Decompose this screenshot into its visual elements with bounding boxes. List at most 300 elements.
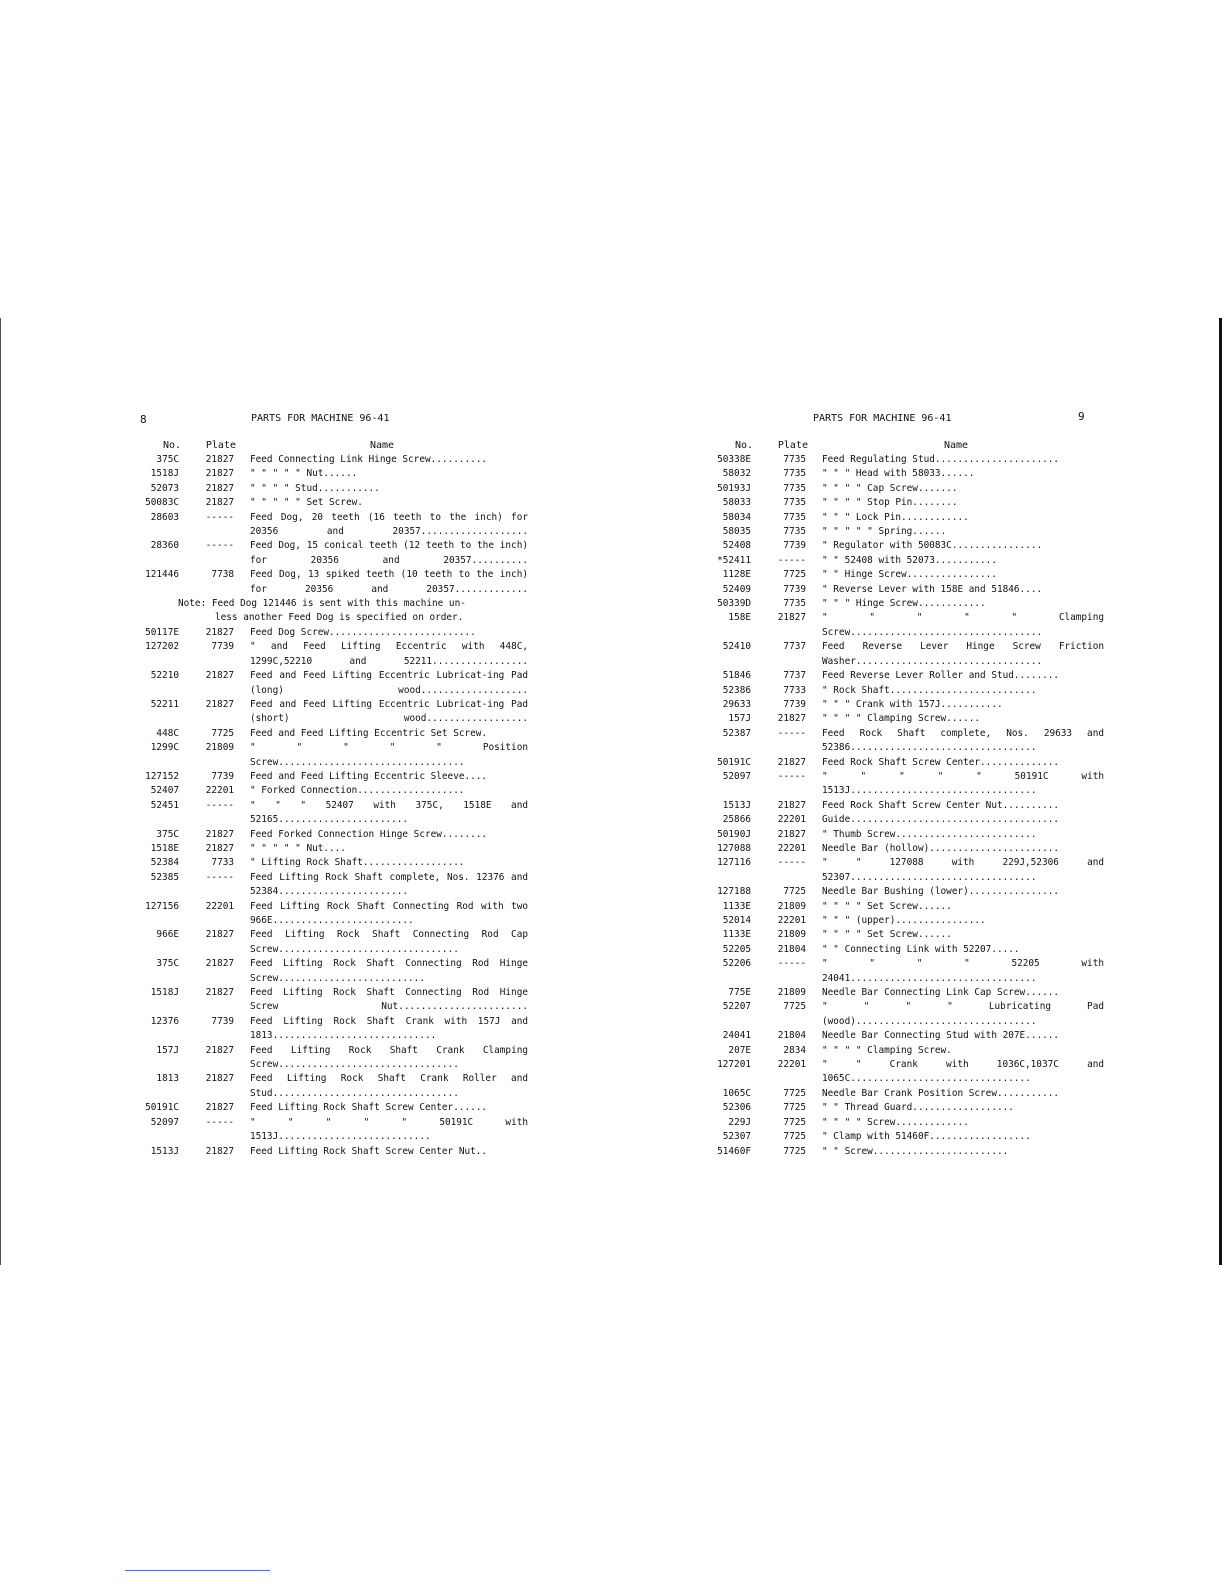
parts-row: [136, 900, 528, 929]
part-number: 52307: [722, 1131, 751, 1143]
plate-number: 21827: [777, 756, 806, 768]
part-name: Feed Dog, 15 conical teeth (12 teeth to the inch) for 20356 and 20357..........: [250, 540, 528, 566]
part-number: 127152: [145, 770, 179, 782]
part-name: " " " " 52205 with 24041.................................: [822, 958, 1104, 984]
parts-row: [708, 727, 1104, 756]
parts-row: [136, 1101, 528, 1115]
plate-number: 7735: [783, 468, 806, 480]
plate-number: 7735: [783, 511, 806, 523]
part-name: Feed Dog, 20 teeth (16 teeth to the inch) for 20356 and 20357...................: [250, 511, 528, 538]
part-name: " " " " " Set Screw.: [250, 497, 363, 509]
part-number: 52210: [150, 670, 179, 682]
part-name: Needle Bar Bushing (lower)................: [822, 886, 1060, 898]
part-number: 52451: [150, 799, 179, 811]
plate-number: 7725: [783, 569, 806, 581]
part-name: " " " " " Nut......: [250, 468, 358, 480]
running-head: [708, 410, 1104, 431]
column-headers: [708, 439, 1104, 453]
parts-row: [136, 669, 528, 698]
part-name: " Reverse Lever with 158E and 51846....: [822, 583, 1043, 595]
plate-number: -----: [777, 554, 806, 566]
plate-number: 21827: [205, 626, 234, 638]
part-name: " " " " Stop Pin........: [822, 497, 958, 509]
part-number: 12376: [150, 1015, 179, 1027]
plate-number: 21827: [205, 670, 234, 682]
plate-number: 2834: [783, 1044, 806, 1056]
plate-number: 7735: [783, 526, 806, 538]
plate-number: 21827: [205, 958, 234, 970]
part-name: Feed and Feed Lifting Eccentric Sleeve....: [250, 770, 488, 782]
plate-number: 22201: [205, 900, 234, 912]
plate-number: -----: [205, 1116, 234, 1128]
parts-row: [708, 1116, 1104, 1130]
part-number: 58033: [722, 497, 751, 509]
parts-row: [136, 770, 528, 784]
part-name: " and Feed Lifting Eccentric with 448C, 1299C,52210 and 52211.................: [250, 641, 528, 667]
part-number: 52205: [722, 943, 751, 955]
part-name: Feed and Feed Lifting Eccentric Lubricat-ing Pad (short) wood..................: [250, 698, 528, 725]
part-name: " " Crank with 1036C,1037C and 1065C................................: [822, 1059, 1104, 1085]
plate-number: 21827: [205, 1102, 234, 1114]
plate-number: -----: [777, 958, 806, 970]
part-number: 50191C: [717, 756, 751, 768]
part-name: " " " " " Clamping Screw..................................: [822, 612, 1104, 638]
part-number: 25866: [722, 814, 751, 826]
right-page: [708, 410, 1104, 1159]
part-name: Feed Lifting Rock Shaft Crank with 157J and 1813.............................: [250, 1015, 528, 1042]
parts-row: [708, 900, 1104, 914]
part-name: " " 127088 with 229J,52306 and 52307.................................: [822, 857, 1104, 883]
column-header-name: Name: [369, 440, 395, 451]
parts-row: [136, 626, 528, 640]
part-name: " " " Lock Pin............: [822, 511, 969, 523]
part-name: " " " " Set Screw......: [822, 929, 952, 941]
parts-row: [708, 1130, 1104, 1144]
part-name: Feed Lifting Rock Shaft Connecting Rod with two 966E.........................: [250, 900, 528, 926]
part-name: Needle Bar (hollow).......................: [822, 842, 1060, 854]
page-number: 8: [140, 413, 147, 426]
parts-row: [136, 1015, 528, 1044]
part-name: " " " " Clamping Screw......: [822, 713, 981, 725]
plate-number: 7739: [211, 641, 234, 653]
parts-row: [708, 1087, 1104, 1101]
parts-row: [136, 727, 528, 741]
part-name: Feed Reverse Lever Hinge Screw Friction Washer.................................: [822, 641, 1104, 667]
page-edge-left: [0, 318, 1, 1265]
column-header-no: No.: [162, 440, 181, 451]
parts-row: [708, 611, 1104, 640]
parts-row: [708, 539, 1104, 553]
part-name: Guide.....................................: [822, 814, 1060, 826]
parts-row: [136, 1044, 528, 1073]
parts-row: [708, 885, 1104, 899]
parts-row: [136, 957, 528, 986]
part-name: Feed Lifting Rock Shaft Connecting Rod Hinge Screw Nut.......................: [250, 987, 528, 1013]
part-number: 207E: [728, 1044, 751, 1056]
part-number: 52306: [722, 1102, 751, 1114]
plate-number: 7725: [211, 727, 234, 739]
parts-row: [708, 914, 1104, 928]
part-number: 52073: [150, 482, 179, 494]
part-name: " " Screw........................: [822, 1145, 1009, 1157]
part-name: Feed Dog Screw..........................: [250, 626, 476, 638]
part-number: 157J: [156, 1044, 179, 1056]
part-number: 52410: [722, 641, 751, 653]
part-number: 52385: [150, 871, 179, 883]
plate-number: 22201: [205, 785, 234, 797]
parts-list: [136, 453, 528, 597]
parts-row: [708, 669, 1104, 683]
parts-row: [708, 712, 1104, 726]
part-number: 50191C: [145, 1102, 179, 1114]
parts-row: [708, 1044, 1104, 1058]
plate-number: 7725: [783, 1116, 806, 1128]
parts-row: [708, 597, 1104, 611]
part-number: 52407: [150, 785, 179, 797]
part-number: 29633: [722, 698, 751, 710]
parts-row: [708, 986, 1104, 1000]
part-number: 52206: [722, 958, 751, 970]
parts-row: [708, 799, 1104, 813]
plate-number: -----: [205, 511, 234, 523]
part-number: 1518J: [150, 987, 179, 999]
parts-row: [708, 1101, 1104, 1115]
part-name: " " " 52407 with 375C, 1518E and 52165.......................: [250, 799, 528, 826]
part-name: " Thumb Screw.........................: [822, 828, 1037, 840]
plate-number: 7725: [783, 1131, 806, 1143]
column-header-no: No.: [734, 440, 753, 451]
part-number: 52097: [722, 770, 751, 782]
part-name: " " " " " 50191C with 1513J.................................: [822, 770, 1104, 797]
part-number: 50083C: [145, 497, 179, 509]
plate-number: 7735: [783, 454, 806, 465]
part-number: 157J: [728, 713, 751, 725]
part-number: 28603: [150, 511, 179, 523]
part-number: 1518E: [150, 842, 179, 854]
parts-row: [708, 770, 1104, 799]
parts-row: [708, 525, 1104, 539]
parts-row: [136, 741, 528, 770]
part-name: " Clamp with 51460F..................: [822, 1131, 1031, 1143]
plate-number: 7725: [783, 1087, 806, 1099]
parts-row: [136, 698, 528, 727]
plate-number: 7739: [783, 698, 806, 710]
parts-row: [708, 828, 1104, 842]
parts-row: [708, 453, 1104, 467]
plate-number: 21804: [777, 943, 806, 955]
part-name: " " " " " Position Screw.................................: [250, 742, 528, 768]
part-number: 52097: [150, 1116, 179, 1128]
parts-row: [136, 784, 528, 798]
plate-number: -----: [205, 871, 234, 883]
plate-number: -----: [777, 727, 806, 739]
part-number: 51846: [722, 670, 751, 682]
part-number: 50190J: [717, 828, 751, 840]
part-name: Needle Bar Crank Position Screw...........: [822, 1087, 1060, 1099]
part-number: 52386: [722, 684, 751, 696]
parts-list: [136, 626, 528, 1159]
part-number: 28360: [150, 540, 179, 552]
parts-row: [708, 684, 1104, 698]
part-number: 50193J: [717, 482, 751, 494]
plate-number: 7739: [211, 1015, 234, 1027]
part-number: 1513J: [722, 799, 751, 811]
part-name: Feed Lifting Rock Shaft complete, Nos. 12376 and 52384.......................: [250, 871, 528, 898]
part-name: " " " " Cap Screw.......: [822, 482, 958, 494]
plate-number: -----: [777, 770, 806, 782]
part-name: " Rock Shaft..........................: [822, 684, 1037, 696]
parts-row: [136, 496, 528, 510]
part-name: Feed Forked Connection Hinge Screw........: [250, 828, 488, 840]
parts-row: [136, 828, 528, 842]
parts-row: [136, 842, 528, 856]
parts-row: [708, 467, 1104, 481]
part-name: Feed Regulating Stud......................: [822, 454, 1060, 465]
part-number: 52387: [722, 727, 751, 739]
plate-number: 7735: [783, 497, 806, 509]
part-name: " " " Hinge Screw............: [822, 598, 986, 610]
part-number: 52408: [722, 540, 751, 552]
parts-row: [708, 583, 1104, 597]
part-name: Feed Rock Shaft Screw Center..............: [822, 756, 1060, 768]
part-number: 127188: [717, 886, 751, 898]
left-page: [136, 413, 528, 1159]
part-name: Feed Reverse Lever Roller and Stud........: [822, 670, 1060, 682]
parts-row: [708, 842, 1104, 856]
parts-row: [708, 568, 1104, 582]
part-name: " " " " Stud...........: [250, 482, 380, 494]
part-number: 375C: [156, 958, 179, 970]
plate-number: 21827: [205, 1073, 234, 1085]
part-name: Feed Connecting Link Hinge Screw..........: [250, 454, 488, 465]
part-number: 375C: [156, 454, 179, 465]
plate-number: 21809: [777, 929, 806, 941]
parts-row: [708, 496, 1104, 510]
part-number: 448C: [156, 727, 179, 739]
part-name: " " " Crank with 157J...........: [822, 698, 1003, 710]
parts-row: [708, 511, 1104, 525]
part-name: " Forked Connection...................: [250, 785, 465, 797]
part-number: 51460F: [717, 1145, 751, 1157]
parts-row: [708, 1000, 1104, 1029]
page-header-title: PARTS FOR MACHINE 96-41: [813, 413, 952, 424]
part-number: 1133E: [722, 929, 751, 941]
part-name: " " " " Clamping Screw.: [822, 1044, 952, 1056]
part-name: " " " " Lubricating Pad (wood)................................: [822, 1001, 1104, 1027]
parts-row: [136, 856, 528, 870]
column-header-name: Name: [943, 440, 969, 451]
part-name: Feed Lifting Rock Shaft Crank Roller and Stud.................................: [250, 1073, 528, 1099]
parts-row: [136, 1072, 528, 1101]
plate-number: 7739: [783, 583, 806, 595]
plate-number: 22201: [777, 814, 806, 826]
parts-row: [136, 1116, 528, 1145]
part-name: Feed and Feed Lifting Eccentric Set Screw.: [250, 727, 488, 739]
plate-number: 7735: [783, 598, 806, 610]
plate-number: 21809: [777, 987, 806, 999]
plate-number: 21809: [777, 900, 806, 912]
parts-row: [708, 554, 1104, 568]
plate-number: 21827: [205, 929, 234, 941]
column-header-plate: Plate: [205, 440, 236, 451]
part-number: 58034: [722, 511, 751, 523]
parts-row: [136, 986, 528, 1015]
part-number: 775E: [728, 987, 751, 999]
page-number: 9: [1078, 410, 1085, 423]
plate-number: 7733: [783, 684, 806, 696]
plate-number: 7738: [211, 569, 234, 581]
part-name: Feed Lifting Rock Shaft Connecting Rod Cap Screw................................: [250, 929, 528, 955]
part-number: *52411: [717, 554, 751, 566]
part-name: Feed Rock Shaft complete, Nos. 29633 and 52386.................................: [822, 727, 1104, 754]
parts-row: [708, 1029, 1104, 1043]
part-number: 58032: [722, 468, 751, 480]
part-number: 1133E: [722, 900, 751, 912]
plate-number: 7725: [783, 1145, 806, 1157]
part-name: Feed Rock Shaft Screw Center Nut..........: [822, 799, 1060, 811]
part-number: 52409: [722, 583, 751, 595]
part-name: Feed Dog, 13 spiked teeth (10 teeth to the inch) for 20356 and 20357.............: [250, 569, 528, 595]
part-number: 52207: [722, 1001, 751, 1013]
part-name: " " " " " Nut....: [250, 842, 346, 854]
note: [136, 597, 528, 626]
part-name: " " Thread Guard..................: [822, 1102, 1014, 1114]
plate-number: 21827: [205, 468, 234, 480]
part-number: 127202: [145, 641, 179, 653]
part-number: 1065C: [722, 1087, 751, 1099]
part-name: " " " Head with 58033......: [822, 468, 975, 480]
part-name: " " " " Screw.............: [822, 1116, 969, 1128]
part-number: 127088: [717, 842, 751, 854]
column-header-plate: Plate: [777, 440, 808, 451]
plate-number: 22201: [777, 842, 806, 854]
parts-row: [136, 871, 528, 900]
part-number: 1813: [156, 1073, 179, 1085]
part-number: 1128E: [722, 569, 751, 581]
plate-number: 21827: [205, 454, 234, 465]
plate-number: 7737: [783, 641, 806, 653]
parts-row: [136, 928, 528, 957]
part-number: 966E: [156, 929, 179, 941]
part-number: 375C: [156, 828, 179, 840]
part-number: 50339D: [717, 598, 751, 610]
part-name: " " Hinge Screw................: [822, 569, 997, 581]
part-name: Feed Lifting Rock Shaft Screw Center......: [250, 1102, 488, 1114]
parts-row: [708, 640, 1104, 669]
page-header-title: PARTS FOR MACHINE 96-41: [251, 413, 390, 424]
plate-number: 7739: [783, 540, 806, 552]
parts-row: [708, 1058, 1104, 1087]
plate-number: 22201: [777, 1059, 806, 1071]
part-name: " " " " " 50191C with 1513J...........................: [250, 1116, 528, 1143]
plate-number: 21809: [205, 742, 234, 754]
page-edge-right: [1219, 318, 1222, 1265]
parts-row: [136, 799, 528, 828]
note-line: Note: Feed Dog 121446 is sent with this machine un-: [178, 598, 466, 610]
plate-number: 21827: [205, 842, 234, 854]
plate-number: 21804: [777, 1030, 806, 1042]
parts-row: [708, 928, 1104, 942]
part-number: 1518J: [150, 468, 179, 480]
part-number: 50117E: [145, 626, 179, 638]
part-name: " " 52408 with 52073...........: [822, 554, 997, 566]
plate-number: -----: [777, 857, 806, 869]
parts-row: [136, 453, 528, 467]
plate-number: 7739: [211, 770, 234, 782]
parts-row: [708, 698, 1104, 712]
plate-number: 21827: [205, 987, 234, 999]
plate-number: 21827: [205, 497, 234, 509]
plate-number: 21827: [205, 828, 234, 840]
part-name: " Lifting Rock Shaft..................: [250, 857, 465, 869]
parts-row: [136, 511, 528, 540]
part-name: Feed and Feed Lifting Eccentric Lubricat-ing Pad (long) wood...................: [250, 670, 528, 696]
plate-number: 7725: [783, 1102, 806, 1114]
plate-number: 7737: [783, 670, 806, 682]
part-number: 127201: [717, 1059, 751, 1071]
part-number: 50338E: [717, 454, 751, 465]
plate-number: 21827: [205, 1044, 234, 1056]
plate-number: -----: [205, 540, 234, 552]
note-line: less another Feed Dog is specified on order.: [215, 612, 464, 624]
part-number: 52014: [722, 915, 751, 926]
plate-number: 21827: [205, 1145, 234, 1157]
part-name: " " Connecting Link with 52207.....: [822, 943, 1020, 955]
part-name: Feed Lifting Rock Shaft Screw Center Nut..: [250, 1145, 488, 1157]
parts-row: [708, 756, 1104, 770]
part-number: 1513J: [150, 1145, 179, 1157]
plate-number: 22201: [777, 915, 806, 926]
part-number: 1299C: [150, 742, 179, 754]
plate-number: 21827: [777, 828, 806, 840]
part-number: 52384: [150, 857, 179, 869]
part-name: " " " (upper)................: [822, 915, 986, 926]
parts-row: [136, 568, 528, 597]
plate-number: 7735: [783, 482, 806, 494]
parts-row: [708, 856, 1104, 885]
part-name: " Regulator with 50083C................: [822, 540, 1043, 552]
part-number: 229J: [728, 1116, 751, 1128]
column-headers: [136, 439, 528, 453]
part-name: Needle Bar Connecting Stud with 207E......: [822, 1030, 1060, 1042]
part-name: " " " " Set Screw......: [822, 900, 952, 912]
parts-row: [136, 1145, 528, 1159]
plate-number: 21827: [777, 612, 806, 624]
parts-list: [708, 453, 1104, 1159]
part-number: 121446: [145, 569, 179, 581]
plate-number: 7725: [783, 886, 806, 898]
parts-row: [708, 1145, 1104, 1159]
parts-row: [708, 482, 1104, 496]
parts-row: [136, 467, 528, 481]
plate-number: 21827: [777, 713, 806, 725]
part-number: 24041: [722, 1030, 751, 1042]
link-underline[interactable]: [125, 1570, 270, 1571]
plate-number: 21827: [205, 482, 234, 494]
parts-row: [136, 640, 528, 669]
plate-number: -----: [205, 799, 234, 811]
parts-row: [136, 482, 528, 496]
part-name: Feed Lifting Rock Shaft Connecting Rod Hinge Screw..........................: [250, 958, 528, 984]
part-name: " " " " " Spring......: [822, 526, 947, 538]
plate-number: 7725: [783, 1001, 806, 1013]
parts-row: [136, 539, 528, 568]
parts-row: [708, 943, 1104, 957]
part-number: 127156: [145, 900, 179, 912]
running-head: [136, 413, 528, 431]
parts-row: [708, 813, 1104, 827]
plate-number: 21827: [205, 698, 234, 710]
